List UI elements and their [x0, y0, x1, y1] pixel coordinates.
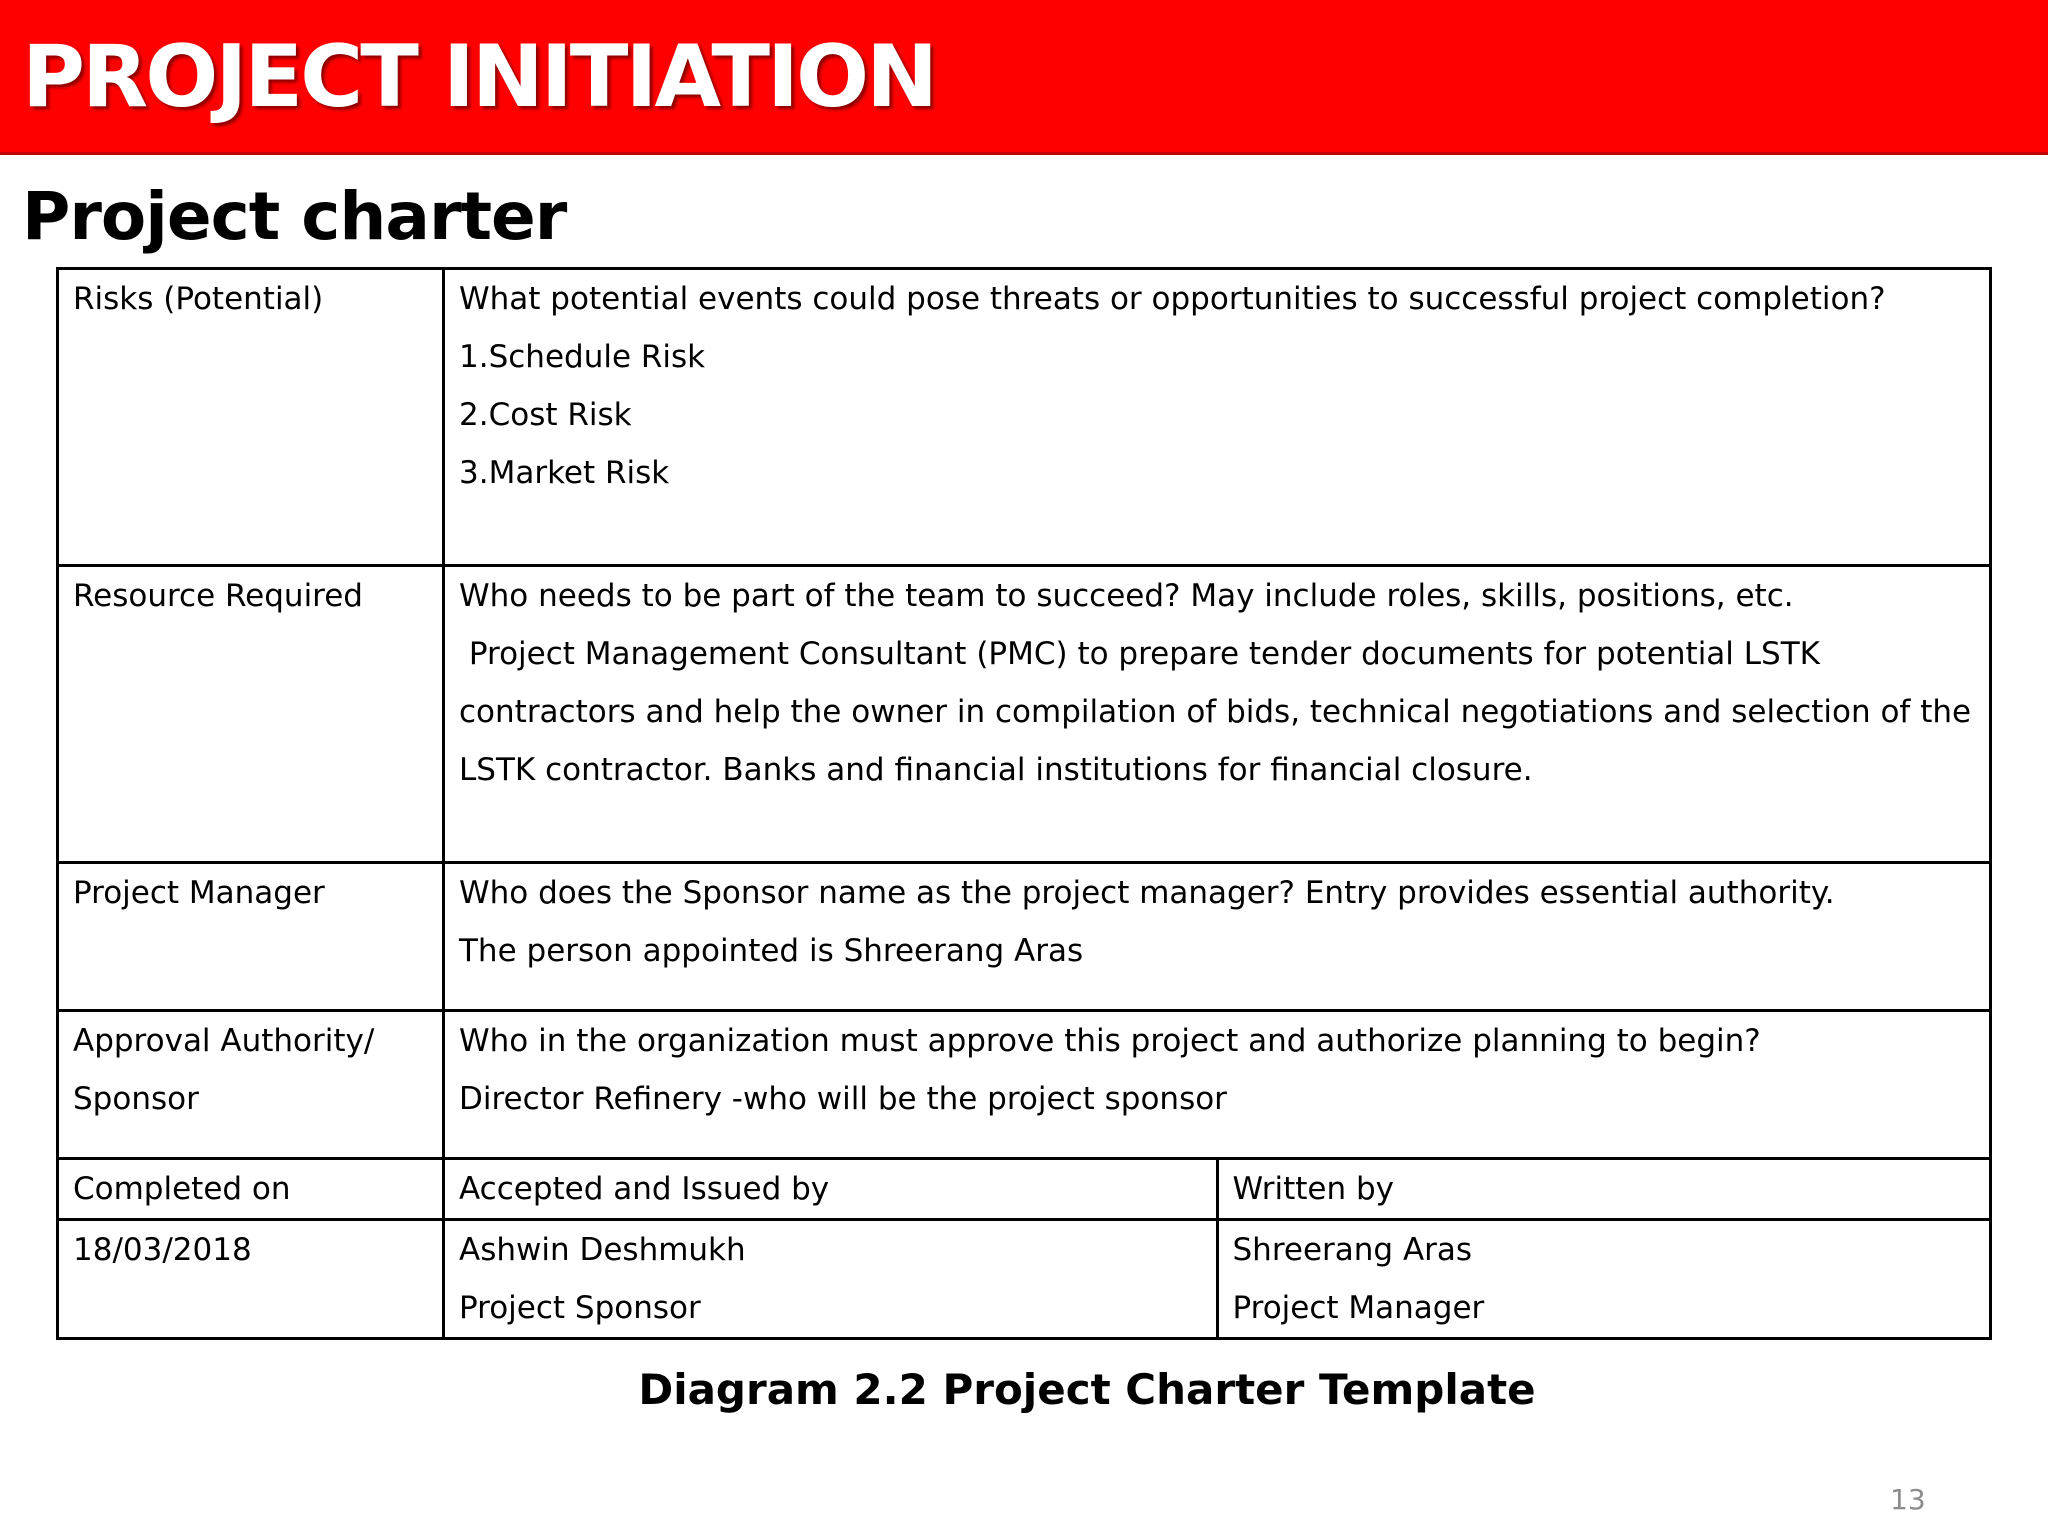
- written-value-cell: [1217, 1220, 1991, 1339]
- resources-label-cell: [58, 566, 444, 863]
- accepted-label: Accepted and Issued by: [444, 1159, 1218, 1220]
- accepted-value-cell: [444, 1220, 1218, 1339]
- accepted-role: Project Sponsor: [459, 1290, 701, 1326]
- diagram-caption: Diagram 2.2 Project Charter Template: [638, 1365, 1536, 1414]
- project-manager-label: Project Manager: [73, 875, 325, 911]
- table-row-project-manager: [58, 863, 1991, 1011]
- table-row-approval: [58, 1011, 1991, 1159]
- table-row-footer-labels: [58, 1159, 1991, 1220]
- resources-content-cell: [444, 566, 1991, 863]
- approval-label-line2: Sponsor: [73, 1081, 199, 1117]
- approval-label-cell: [58, 1011, 444, 1159]
- project-manager-answer: The person appointed is Shreerang Aras: [459, 933, 1084, 969]
- table-row-resources: [58, 566, 1991, 863]
- page-subtitle: Project charter: [22, 178, 567, 255]
- risks-content-cell: [444, 269, 1991, 566]
- completed-on-value-cell: [58, 1220, 444, 1339]
- project-manager-question: Who does the Sponsor name as the project manager? Entry provides essential authority.: [459, 875, 1835, 911]
- approval-content-cell: [444, 1011, 1991, 1159]
- approval-label-line1: Approval Authority/: [73, 1023, 375, 1059]
- header-banner: [0, 0, 2048, 155]
- project-manager-content-cell: [444, 863, 1991, 1011]
- approval-question: Who in the organization must approve this project and authorize planning to begin?: [459, 1023, 1761, 1059]
- risk-item: 2.Cost Risk: [459, 397, 632, 433]
- risks-label-cell: [58, 269, 444, 566]
- risk-item: 3.Market Risk: [459, 455, 670, 491]
- resources-answer: Project Management Consultant (PMC) to prepare tender documents for potential LSTK contractors and help the owner in compilation of bids, technical negotiations and selection of the LSTK contractor. Banks and financial institutions for financial closure.: [459, 636, 1981, 788]
- page-number: 13: [1890, 1483, 1926, 1516]
- completed-on-value: 18/03/2018: [73, 1232, 252, 1268]
- table-row-risks: [58, 269, 1991, 566]
- approval-answer: Director Refinery -who will be the project sponsor: [459, 1081, 1227, 1117]
- resources-label: Resource Required: [73, 578, 363, 614]
- written-name: Shreerang Aras: [1232, 1232, 1473, 1268]
- table-row-footer-values: [58, 1220, 1991, 1339]
- resources-question: Who needs to be part of the team to succeed? May include roles, skills, positions, etc.: [459, 578, 1794, 614]
- risks-question: What potential events could pose threats or opportunities to successful project completion?: [459, 281, 1886, 317]
- project-manager-label-cell: [58, 863, 444, 1011]
- written-role: Project Manager: [1232, 1290, 1485, 1326]
- accepted-name: Ashwin Deshmukh: [459, 1232, 746, 1268]
- project-charter-table: [56, 267, 1992, 1340]
- risk-item: 1.Schedule Risk: [459, 339, 706, 375]
- written-label: Written by: [1217, 1159, 1991, 1220]
- risks-label: Risks (Potential): [73, 281, 324, 317]
- header-title: PROJECT INITIATION: [22, 27, 936, 127]
- completed-on-label: Completed on: [58, 1159, 444, 1220]
